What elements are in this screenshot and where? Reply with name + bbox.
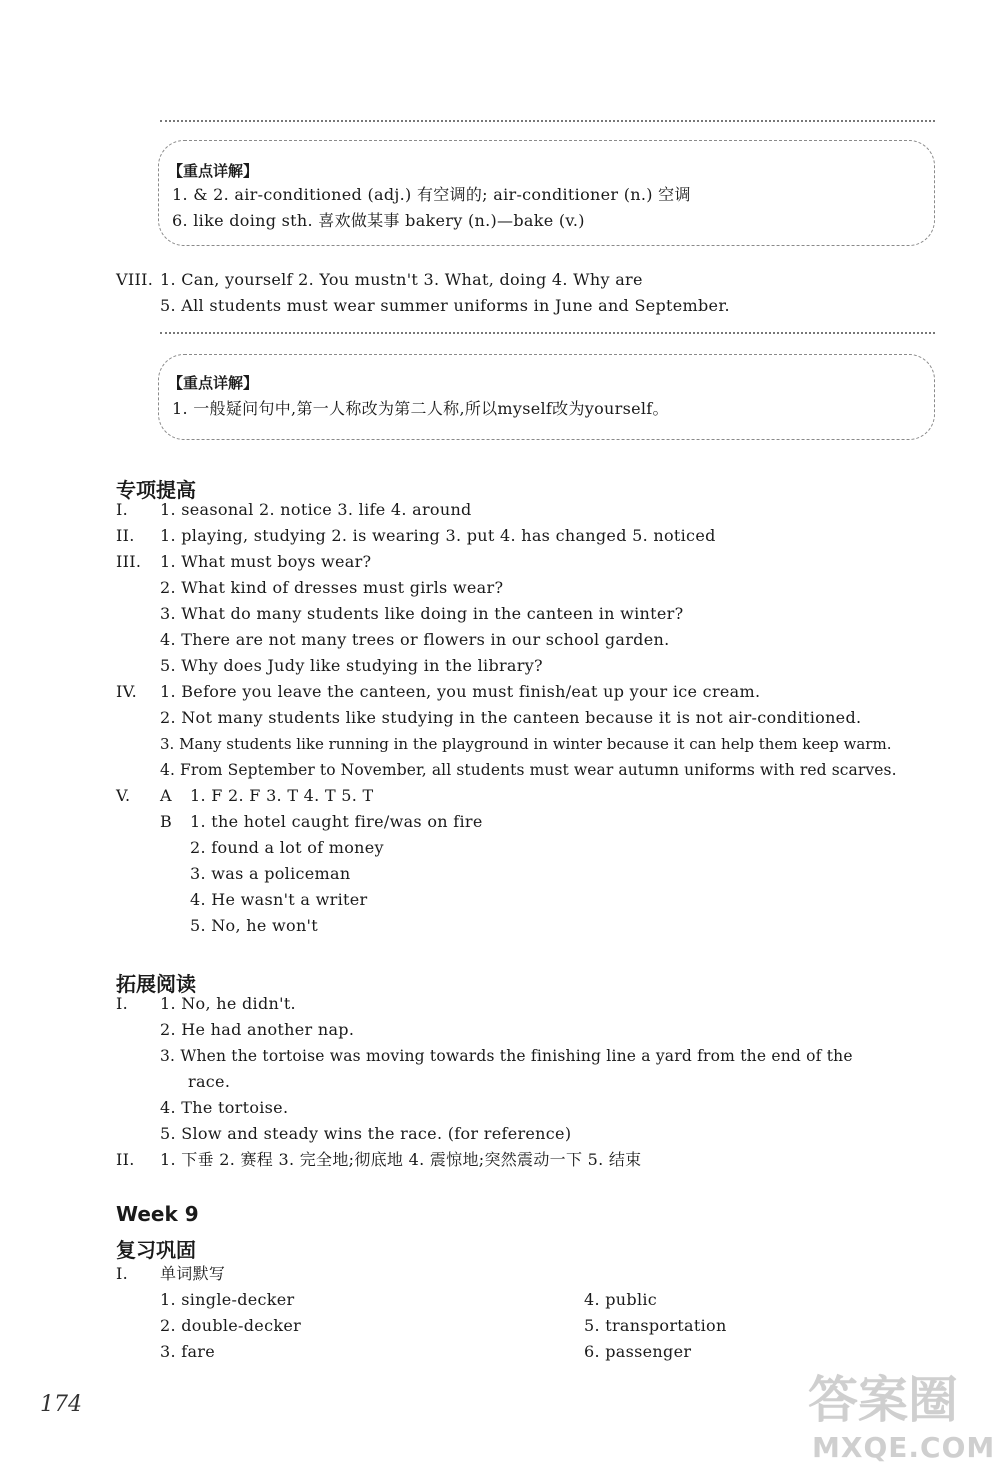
question-marker: II. xyxy=(116,1150,135,1169)
part-label: B xyxy=(160,812,173,831)
answer-line: 4. From September to November, all students must wear autumn uniforms with red scarves. xyxy=(160,761,897,779)
question-marker: IV. xyxy=(116,682,138,701)
answer-line: 2. He had another nap. xyxy=(160,1020,355,1039)
watermark-logo: 答案圈 xyxy=(808,1371,958,1429)
answer-line: 3. Many students like running in the playground in winter because it can help them keep warm. xyxy=(160,735,892,753)
answer-line-continued: race. xyxy=(188,1072,231,1091)
page-number: 174 xyxy=(40,1392,82,1417)
answer-line: 5. All students must wear summer uniforms in June and September. xyxy=(160,296,730,315)
vocab-item: 1. single-decker xyxy=(160,1290,295,1309)
answer-line: 1. Before you leave the canteen, you must finish/eat up your ice cream. xyxy=(160,682,761,701)
answer-line: 1. Can, yourself 2. You mustn't 3. What, doing 4. Why are xyxy=(160,270,643,289)
answer-line: 1. What must boys wear? xyxy=(160,552,372,571)
divider xyxy=(160,332,935,334)
answer-line: 3. was a policeman xyxy=(190,864,351,883)
answer-line: 1. playing, studying 2. is wearing 3. put 4. has changed 5. noticed xyxy=(160,526,716,545)
note-line: 1. 一般疑问句中,第一人称改为第二人称,所以myself改为yourself。 xyxy=(172,399,669,418)
answer-line: 4. There are not many trees or flowers in our school garden. xyxy=(160,630,670,649)
section-marker: VIII. xyxy=(116,270,154,289)
task-label: 单词默写 xyxy=(160,1264,226,1283)
answer-line: 3. What do many students like doing in the canteen in winter? xyxy=(160,604,684,623)
vocab-item: 3. fare xyxy=(160,1342,216,1361)
answer-line: 1. No, he didn't. xyxy=(160,994,296,1013)
question-marker: II. xyxy=(116,526,135,545)
answer-line: 5. Why does Judy like studying in the library? xyxy=(160,656,543,675)
vocab-item: 6. passenger xyxy=(584,1342,692,1361)
vocab-item: 2. double-decker xyxy=(160,1316,302,1335)
answer-line: 3. When the tortoise was moving towards the finishing line a yard from the end of the xyxy=(160,1047,853,1065)
note-line: 1. & 2. air-conditioned (adj.) 有空调的; air-conditioner (n.) 空调 xyxy=(172,185,691,204)
week-heading: Week 9 xyxy=(116,1202,199,1226)
note-line: 6. like doing sth. 喜欢做某事 bakery (n.)—bake (v.) xyxy=(172,211,585,230)
question-marker: III. xyxy=(116,552,142,571)
note-title: 【重点详解】 xyxy=(168,162,259,180)
question-marker: I. xyxy=(116,994,129,1013)
watermark-url: MXQE.COM xyxy=(812,1431,996,1464)
question-marker: V. xyxy=(116,786,131,805)
section-heading: 专项提高 xyxy=(116,478,196,502)
note-title: 【重点详解】 xyxy=(168,374,259,392)
answer-line: 5. Slow and steady wins the race. (for reference) xyxy=(160,1124,572,1143)
section-heading: 拓展阅读 xyxy=(116,972,196,996)
answer-line: 1. F 2. F 3. T 4. T 5. T xyxy=(190,786,374,805)
answer-line: 2. Not many students like studying in the canteen because it is not air-conditioned. xyxy=(160,708,862,727)
answer-line: 4. He wasn't a writer xyxy=(190,890,368,909)
divider-top xyxy=(160,120,935,122)
answer-line: 2. What kind of dresses must girls wear? xyxy=(160,578,504,597)
question-marker: I. xyxy=(116,1264,129,1283)
note-box-2 xyxy=(158,354,935,440)
answer-line: 1. 下垂 2. 赛程 3. 完全地;彻底地 4. 震惊地;突然震动一下 5. 结束 xyxy=(160,1150,642,1169)
section-heading: 复习巩固 xyxy=(116,1238,196,1262)
answer-line: 2. found a lot of money xyxy=(190,838,384,857)
question-marker: I. xyxy=(116,500,129,519)
vocab-item: 4. public xyxy=(584,1290,658,1309)
answer-line: 1. seasonal 2. notice 3. life 4. around xyxy=(160,500,472,519)
part-label: A xyxy=(160,786,172,805)
answer-line: 4. The tortoise. xyxy=(160,1098,289,1117)
vocab-item: 5. transportation xyxy=(584,1316,727,1335)
answer-line: 1. the hotel caught fire/was on fire xyxy=(190,812,483,831)
answer-line: 5. No, he won't xyxy=(190,916,318,935)
